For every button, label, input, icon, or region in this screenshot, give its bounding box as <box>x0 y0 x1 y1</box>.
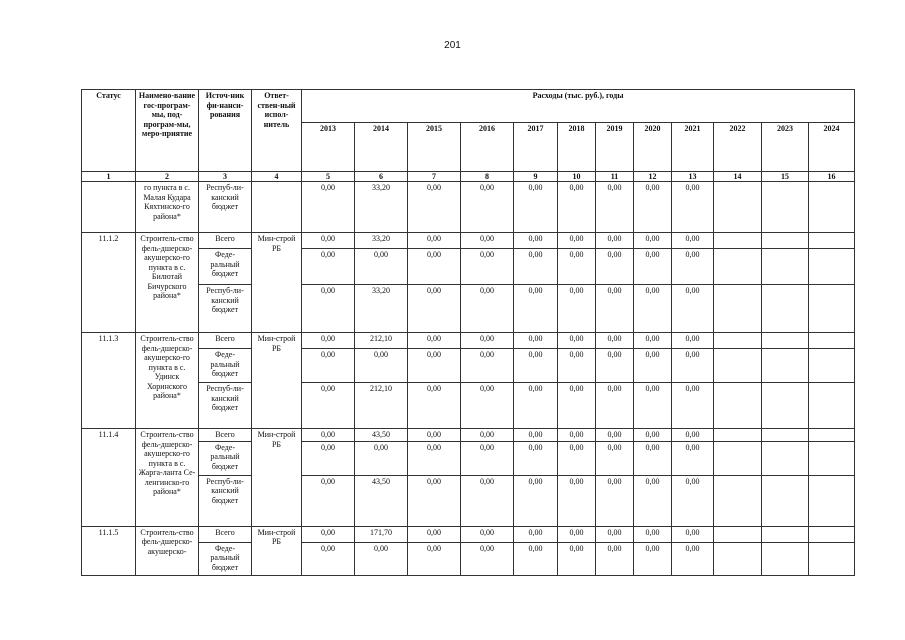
value-cell: 0,00 <box>514 383 558 429</box>
value-cell <box>809 526 855 542</box>
value-cell: 0,00 <box>596 383 634 429</box>
value-cell: 0,00 <box>634 249 672 285</box>
value-cell: 0,00 <box>514 429 558 442</box>
name-cell: Строитель-ство фель-дшерско-акушерско-го пункта в с. Удинск Хоринского района* <box>136 333 199 429</box>
value-cell <box>809 349 855 383</box>
value-cell <box>762 249 809 285</box>
value-cell: 0,00 <box>672 233 714 249</box>
column-number: 15 <box>762 172 809 182</box>
value-cell: 43,50 <box>355 475 408 526</box>
column-number: 7 <box>408 172 461 182</box>
value-cell: 0,00 <box>596 526 634 542</box>
value-cell: 0,00 <box>302 233 355 249</box>
value-cell: 0,00 <box>558 429 596 442</box>
value-cell: 0,00 <box>355 349 408 383</box>
table-row <box>82 182 855 233</box>
value-cell: 33,20 <box>355 285 408 333</box>
value-cell: 0,00 <box>672 249 714 285</box>
value-cell <box>714 233 762 249</box>
value-cell <box>809 429 855 442</box>
value-cell: 0,00 <box>408 285 461 333</box>
value-cell: 0,00 <box>558 333 596 349</box>
column-number: 13 <box>672 172 714 182</box>
value-cell <box>762 233 809 249</box>
value-cell: 0,00 <box>461 349 514 383</box>
value-cell: 0,00 <box>634 475 672 526</box>
value-cell: 0,00 <box>461 249 514 285</box>
value-cell <box>809 542 855 575</box>
value-cell: 0,00 <box>596 542 634 575</box>
column-number: 1 <box>82 172 136 182</box>
value-cell <box>714 526 762 542</box>
column-number: 16 <box>809 172 855 182</box>
value-cell: 0,00 <box>302 182 355 233</box>
value-cell <box>714 542 762 575</box>
value-cell: 0,00 <box>514 233 558 249</box>
status-cell: 11.1.4 <box>82 429 136 527</box>
value-cell: 0,00 <box>461 383 514 429</box>
value-cell <box>762 182 809 233</box>
value-cell: 0,00 <box>461 285 514 333</box>
value-cell: 0,00 <box>514 441 558 475</box>
year-header: 2013 <box>302 123 355 172</box>
executor-cell <box>252 182 302 233</box>
executor-cell: Мин-строй РБ <box>252 333 302 429</box>
value-cell: 0,00 <box>514 526 558 542</box>
value-cell: 0,00 <box>408 383 461 429</box>
value-cell: 0,00 <box>672 429 714 442</box>
column-number: 5 <box>302 172 355 182</box>
column-number: 10 <box>558 172 596 182</box>
value-cell: 0,00 <box>634 383 672 429</box>
value-cell: 0,00 <box>558 475 596 526</box>
table-row <box>82 333 855 349</box>
value-cell <box>714 182 762 233</box>
year-header: 2017 <box>514 123 558 172</box>
value-cell: 0,00 <box>672 475 714 526</box>
value-cell: 0,00 <box>558 542 596 575</box>
value-cell: 0,00 <box>672 333 714 349</box>
value-cell: 0,00 <box>461 542 514 575</box>
value-cell: 0,00 <box>302 475 355 526</box>
value-cell: 0,00 <box>634 333 672 349</box>
value-cell: 0,00 <box>302 349 355 383</box>
table-row <box>82 526 855 542</box>
value-cell: 0,00 <box>634 349 672 383</box>
column-number: 11 <box>596 172 634 182</box>
value-cell: 0,00 <box>596 429 634 442</box>
value-cell: 0,00 <box>302 249 355 285</box>
source-cell: Респуб-ли-канский бюджет <box>199 285 252 333</box>
value-cell <box>762 429 809 442</box>
value-cell: 0,00 <box>596 249 634 285</box>
year-header: 2023 <box>762 123 809 172</box>
value-cell: 0,00 <box>672 526 714 542</box>
value-cell <box>714 475 762 526</box>
year-header: 2020 <box>634 123 672 172</box>
header-executor: Ответ-ствен-ный испол-нитель <box>252 90 302 172</box>
source-cell: Всего <box>199 233 252 249</box>
value-cell: 0,00 <box>408 182 461 233</box>
value-cell: 0,00 <box>514 349 558 383</box>
executor-cell: Мин-строй РБ <box>252 429 302 527</box>
value-cell: 43,50 <box>355 429 408 442</box>
value-cell: 0,00 <box>408 441 461 475</box>
value-cell: 0,00 <box>514 542 558 575</box>
value-cell: 0,00 <box>596 233 634 249</box>
column-number: 9 <box>514 172 558 182</box>
value-cell: 0,00 <box>408 542 461 575</box>
value-cell: 0,00 <box>408 429 461 442</box>
source-cell: Феде-ральный бюджет <box>199 542 252 575</box>
value-cell: 0,00 <box>558 383 596 429</box>
value-cell <box>762 542 809 575</box>
value-cell <box>809 383 855 429</box>
value-cell: 0,00 <box>596 333 634 349</box>
value-cell <box>809 285 855 333</box>
value-cell: 0,00 <box>461 441 514 475</box>
column-number: 12 <box>634 172 672 182</box>
value-cell: 0,00 <box>558 182 596 233</box>
value-cell: 0,00 <box>408 333 461 349</box>
table-row <box>82 233 855 249</box>
source-cell: Всего <box>199 526 252 542</box>
value-cell: 0,00 <box>558 441 596 475</box>
value-cell: 0,00 <box>558 233 596 249</box>
year-header: 2014 <box>355 123 408 172</box>
value-cell: 0,00 <box>558 349 596 383</box>
name-cell: го пункта в с. Малая Кудара Кяхтинско-го района* <box>136 182 199 233</box>
value-cell: 0,00 <box>408 475 461 526</box>
value-cell: 0,00 <box>672 383 714 429</box>
column-number: 4 <box>252 172 302 182</box>
value-cell: 33,20 <box>355 182 408 233</box>
value-cell <box>809 475 855 526</box>
value-cell: 0,00 <box>558 285 596 333</box>
header-name: Наимено-вание гос-програм-мы, под-програм-мы, меро-приятие <box>136 90 199 172</box>
value-cell: 0,00 <box>558 526 596 542</box>
value-cell: 0,00 <box>514 285 558 333</box>
value-cell: 0,00 <box>596 285 634 333</box>
table-body <box>82 90 855 576</box>
value-cell: 0,00 <box>302 333 355 349</box>
value-cell: 0,00 <box>634 441 672 475</box>
year-header: 2021 <box>672 123 714 172</box>
value-cell <box>714 333 762 349</box>
value-cell: 0,00 <box>596 475 634 526</box>
value-cell: 0,00 <box>408 249 461 285</box>
value-cell <box>762 333 809 349</box>
value-cell: 33,20 <box>355 233 408 249</box>
value-cell: 212,10 <box>355 383 408 429</box>
value-cell: 0,00 <box>302 285 355 333</box>
value-cell: 0,00 <box>596 349 634 383</box>
value-cell: 0,00 <box>672 349 714 383</box>
value-cell: 0,00 <box>634 429 672 442</box>
value-cell: 0,00 <box>355 249 408 285</box>
name-cell: Строитель-ство фель-дшерско-акушерско- <box>136 526 199 575</box>
value-cell <box>762 349 809 383</box>
column-number-row <box>82 172 855 182</box>
value-cell: 0,00 <box>634 233 672 249</box>
budget-table <box>81 89 855 576</box>
value-cell <box>809 233 855 249</box>
value-cell: 0,00 <box>302 526 355 542</box>
value-cell: 0,00 <box>634 182 672 233</box>
source-cell: Респуб-ли-канский бюджет <box>199 182 252 233</box>
value-cell <box>714 249 762 285</box>
year-header: 2015 <box>408 123 461 172</box>
source-cell: Феде-ральный бюджет <box>199 249 252 285</box>
value-cell: 0,00 <box>461 429 514 442</box>
value-cell: 171,70 <box>355 526 408 542</box>
value-cell: 0,00 <box>558 249 596 285</box>
value-cell: 0,00 <box>634 285 672 333</box>
column-number: 3 <box>199 172 252 182</box>
header-source: Источ-ник фи-нанси-рования <box>199 90 252 172</box>
header-expenses: Расходы (тыс. руб.), годы <box>302 90 855 123</box>
header-row <box>82 90 855 123</box>
value-cell <box>762 475 809 526</box>
value-cell <box>762 383 809 429</box>
value-cell: 0,00 <box>408 349 461 383</box>
year-header: 2018 <box>558 123 596 172</box>
value-cell <box>809 249 855 285</box>
value-cell: 0,00 <box>461 182 514 233</box>
value-cell: 0,00 <box>672 182 714 233</box>
value-cell: 0,00 <box>672 441 714 475</box>
executor-cell: Мин-строй РБ <box>252 233 302 333</box>
value-cell: 0,00 <box>302 429 355 442</box>
value-cell: 0,00 <box>514 475 558 526</box>
status-cell: 11.1.5 <box>82 526 136 575</box>
value-cell <box>809 333 855 349</box>
value-cell: 0,00 <box>461 526 514 542</box>
value-cell <box>762 285 809 333</box>
value-cell: 0,00 <box>408 526 461 542</box>
value-cell <box>714 441 762 475</box>
status-cell <box>82 182 136 233</box>
value-cell <box>809 182 855 233</box>
status-cell: 11.1.2 <box>82 233 136 333</box>
value-cell: 0,00 <box>596 182 634 233</box>
source-cell: Респуб-ли-канский бюджет <box>199 475 252 526</box>
value-cell: 0,00 <box>461 233 514 249</box>
column-number: 8 <box>461 172 514 182</box>
value-cell: 0,00 <box>514 182 558 233</box>
value-cell <box>714 349 762 383</box>
value-cell: 212,10 <box>355 333 408 349</box>
value-cell: 0,00 <box>672 285 714 333</box>
value-cell <box>714 429 762 442</box>
value-cell: 0,00 <box>302 542 355 575</box>
value-cell: 0,00 <box>302 383 355 429</box>
source-cell: Респуб-ли-канский бюджет <box>199 383 252 429</box>
value-cell: 0,00 <box>596 441 634 475</box>
value-cell: 0,00 <box>408 233 461 249</box>
value-cell: 0,00 <box>634 526 672 542</box>
value-cell <box>762 526 809 542</box>
column-number: 2 <box>136 172 199 182</box>
page-number: 201 <box>444 40 461 51</box>
value-cell: 0,00 <box>461 333 514 349</box>
year-header: 2019 <box>596 123 634 172</box>
value-cell <box>714 383 762 429</box>
year-header: 2024 <box>809 123 855 172</box>
column-number: 6 <box>355 172 408 182</box>
value-cell: 0,00 <box>355 441 408 475</box>
value-cell <box>809 441 855 475</box>
name-cell: Строитель-ство фель-дшерско-акушерско-го пункта в с. Жарга-ланта Се-ленгинско-го района* <box>136 429 199 527</box>
year-header: 2016 <box>461 123 514 172</box>
value-cell: 0,00 <box>514 333 558 349</box>
column-number: 14 <box>714 172 762 182</box>
value-cell: 0,00 <box>634 542 672 575</box>
value-cell <box>762 441 809 475</box>
status-cell: 11.1.3 <box>82 333 136 429</box>
source-cell: Феде-ральный бюджет <box>199 441 252 475</box>
year-header: 2022 <box>714 123 762 172</box>
value-cell: 0,00 <box>302 441 355 475</box>
name-cell: Строитель-ство фель-дшерско-акушерско-го пункта в с. Билютай Бичурского района* <box>136 233 199 333</box>
source-cell: Феде-ральный бюджет <box>199 349 252 383</box>
value-cell: 0,00 <box>672 542 714 575</box>
source-cell: Всего <box>199 333 252 349</box>
value-cell <box>714 285 762 333</box>
table-row <box>82 429 855 442</box>
value-cell: 0,00 <box>461 475 514 526</box>
value-cell: 0,00 <box>514 249 558 285</box>
header-status: Статус <box>82 90 136 172</box>
source-cell: Всего <box>199 429 252 442</box>
executor-cell: Мин-строй РБ <box>252 526 302 575</box>
value-cell: 0,00 <box>355 542 408 575</box>
